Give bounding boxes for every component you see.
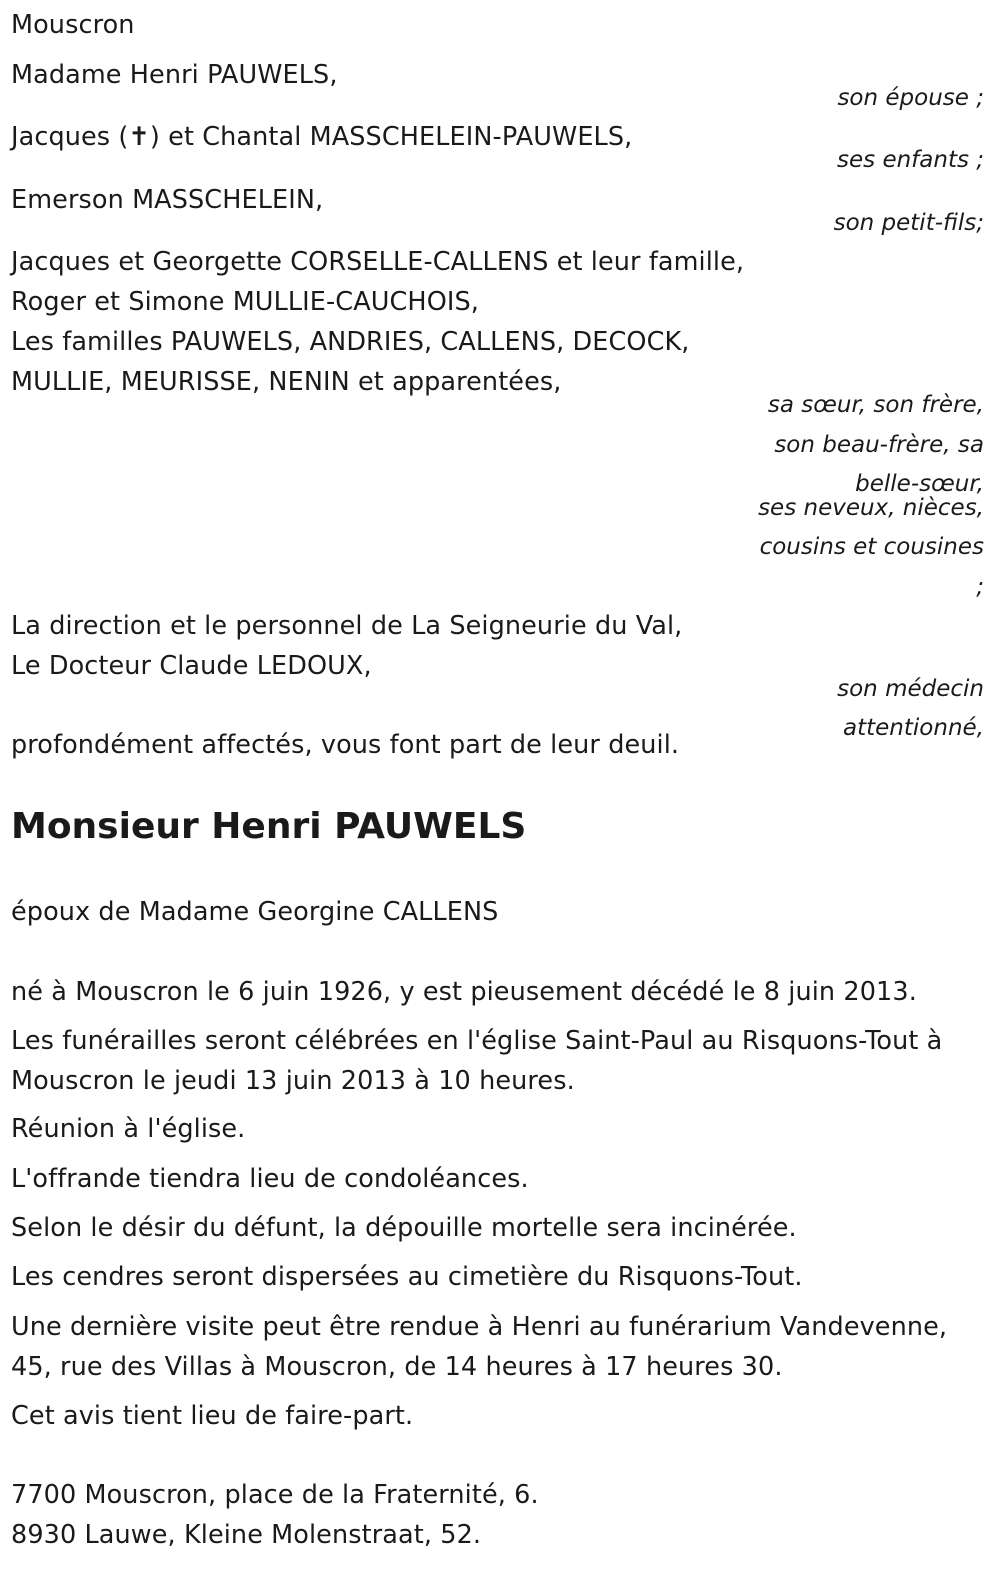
family-name-line: La direction et le personnel de La Seigneurie du Val, [11, 611, 683, 641]
relation-label: son petit-fils; [833, 210, 984, 236]
relation-label: ses enfants ; [837, 147, 984, 173]
relation-label: son épouse ; [837, 85, 984, 111]
address-line: 7700 Mouscron, place de la Fraternité, 6. [11, 1480, 539, 1510]
city-header: Mouscron [11, 10, 135, 40]
relation-label: son médecin [837, 676, 984, 702]
family-name-line: MULLIE, MEURISSE, NENIN et apparentées, [11, 367, 562, 397]
family-name-line: Jacques (✝) et Chantal MASSCHELEIN-PAUWELS, [11, 122, 633, 152]
detail-line: Les funérailles seront célébrées en l'église Saint-Paul au Risquons-Tout à [11, 1026, 943, 1056]
relation-label: cousins et cousines [759, 534, 984, 560]
detail-line: L'offrande tiendra lieu de condoléances. [11, 1164, 529, 1194]
detail-line: Réunion à l'église. [11, 1114, 246, 1144]
detail-line: 45, rue des Villas à Mouscron, de 14 heures à 17 heures 30. [11, 1352, 783, 1382]
spouse-line: époux de Madame Georgine CALLENS [11, 897, 499, 927]
detail-line: né à Mouscron le 6 juin 1926, y est pieusement décédé le 8 juin 2013. [11, 977, 917, 1007]
relation-label: son beau-frère, sa [774, 432, 984, 458]
relation-label: ses neveux, nièces, [758, 495, 984, 521]
detail-line: Selon le désir du défunt, la dépouille mortelle sera incinérée. [11, 1213, 797, 1243]
relation-label: belle-sœur, [855, 471, 984, 497]
family-name-line: Jacques et Georgette CORSELLE-CALLENS et leur famille, [11, 247, 745, 277]
family-name-line: Emerson MASSCHELEIN, [11, 185, 324, 215]
relation-label: ; [976, 574, 984, 600]
relation-label: attentionné, [843, 715, 984, 741]
address-line: 8930 Lauwe, Kleine Molenstraat, 52. [11, 1520, 482, 1550]
relation-label: sa sœur, son frère, [767, 392, 984, 418]
mourning-statement: profondément affectés, vous font part de leur deuil. [11, 730, 680, 760]
detail-line: Mouscron le jeudi 13 juin 2013 à 10 heures. [11, 1066, 575, 1096]
family-name-line: Roger et Simone MULLIE-CAUCHOIS, [11, 287, 479, 317]
deceased-name: Monsieur Henri PAUWELS [11, 806, 527, 847]
detail-line: Les cendres seront dispersées au cimetière du Risquons-Tout. [11, 1262, 803, 1292]
family-name-line: Madame Henri PAUWELS, [11, 60, 338, 90]
family-name-line: Le Docteur Claude LEDOUX, [11, 651, 372, 681]
detail-line: Cet avis tient lieu de faire-part. [11, 1401, 414, 1431]
detail-line: Une dernière visite peut être rendue à Henri au funérarium Vandevenne, [11, 1312, 948, 1342]
family-name-line: Les familles PAUWELS, ANDRIES, CALLENS, DECOCK, [11, 327, 690, 357]
